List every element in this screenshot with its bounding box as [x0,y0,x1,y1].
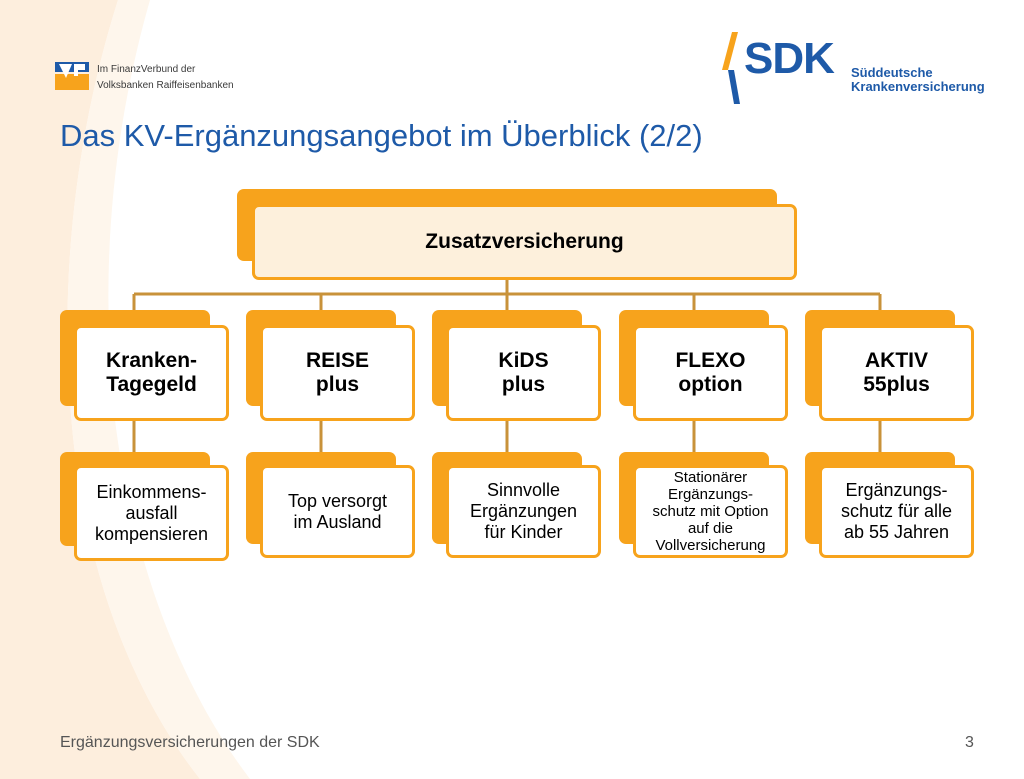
product-label-line-1: REISE [305,349,370,372]
desc-line: Sinnvolle [486,480,561,500]
desc-line: auf die [687,520,734,537]
desc-node-krankentagegeld [74,465,229,561]
product-node-aktiv-55plus [819,325,974,421]
desc-line: Stationärer [673,469,748,486]
page-number: 3 [965,734,974,751]
desc-line: Ergänzungs- [667,486,754,503]
product-label-line-1: Kranken- [105,349,198,372]
product-label-line-1: FLEXO [675,349,746,372]
desc-node-flexo-option [633,465,788,558]
desc-node-aktiv-55plus [819,465,974,558]
desc-line: Einkommens- [96,481,207,502]
root-label: Zusatzversicherung [425,230,624,253]
root-node [252,204,797,280]
desc-line: schutz für alle [840,501,953,521]
product-label-line-2: option [678,373,743,396]
desc-line: schutz mit Option [652,503,769,520]
desc-node-reise-plus [260,465,415,558]
desc-line: ab 55 Jahren [843,522,950,542]
slide-title: Das KV-Ergänzungsangebot im Überblick (2/2) [60,118,703,153]
desc-line: kompensieren [94,523,209,544]
product-label-line-1: KiDS [498,349,549,372]
footer-text: Ergänzungsversicherungen der SDK [60,734,320,751]
product-label-line-2: 55plus [863,373,930,396]
product-node-kids-plus [446,325,601,421]
finanzverbund-line-2: Volksbanken Raiffeisenbanken [97,80,234,91]
desc-line: Top versorgt [287,490,388,511]
product-node-flexo-option [633,325,788,421]
desc-line: im Ausland [293,511,382,532]
product-label-line-1: AKTIV [865,349,928,372]
desc-line: für Kinder [484,522,563,542]
desc-node-kids-plus [446,465,601,558]
product-node-krankentagegeld [74,325,229,421]
desc-line: ausfall [125,502,178,523]
product-node-reise-plus [260,325,415,421]
desc-line: Vollversicherung [655,537,766,554]
finanzverbund-line-1: Im FinanzVerbund der [97,64,196,75]
product-label-line-2: Tagegeld [106,373,197,396]
sdk-subtitle-line-2: Krankenversicherung [851,79,985,94]
desc-line: Ergänzungen [469,501,578,521]
product-label-line-2: plus [501,373,546,396]
sdk-wordmark: SDK [744,34,834,83]
sdk-subtitle-line-1: Süddeutsche [851,65,933,80]
desc-line: Ergänzungs- [845,480,948,500]
product-label-line-2: plus [315,373,360,396]
